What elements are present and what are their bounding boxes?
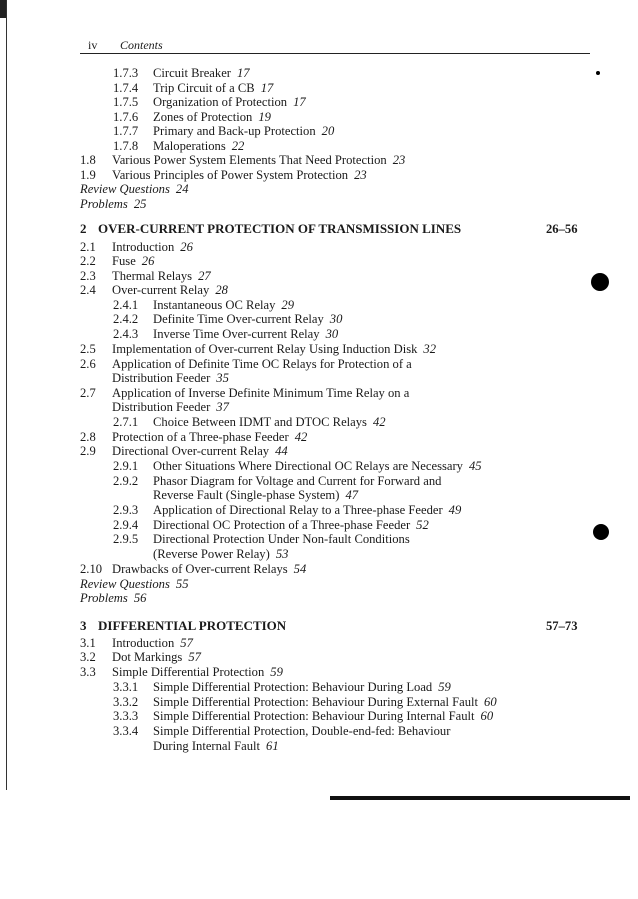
entry-number: 1.7.8 <box>113 139 139 153</box>
entry-title: Introduction <box>112 240 175 254</box>
page-ref: 59 <box>270 665 283 679</box>
entry-number: 2 <box>80 221 87 236</box>
page-ref: 27 <box>198 269 211 283</box>
page-ref: 23 <box>354 168 367 182</box>
page-ref: 20 <box>321 124 335 138</box>
entry-title: Other Situations Where Directional OC Relays are Necessary <box>153 459 463 473</box>
entry-number: 3.3.1 <box>113 680 139 694</box>
page-ref: 25 <box>133 197 147 211</box>
entry-title: Reverse Fault (Single-phase System) <box>153 488 340 502</box>
entry-number: 1.7.4 <box>113 81 139 95</box>
entry-title: Directional OC Protection of a Three-phase Feeder <box>153 518 411 532</box>
entry-title: Problems <box>80 197 128 211</box>
entry-title: Problems <box>80 591 128 605</box>
page-ref: 23 <box>392 153 406 167</box>
entry-number: 1.7.7 <box>113 124 139 138</box>
page-ref: 42 <box>294 430 308 444</box>
running-title: Contents <box>120 38 163 52</box>
entry-title: Definite Time Over-current Relay <box>153 312 324 326</box>
page-ref: 49 <box>448 503 462 517</box>
entry-title: Application of Directional Relay to a Three-phase Feeder <box>153 503 443 517</box>
entry-title: OVER-CURRENT PROTECTION OF TRANSMISSION LINES <box>98 221 462 236</box>
entry-number: 1.7.6 <box>113 110 139 124</box>
entry-title: Instantaneous OC Relay <box>153 298 276 312</box>
entry-title: DIFFERENTIAL PROTECTION <box>98 618 287 633</box>
entry-number: 3.3.2 <box>113 695 139 709</box>
page-ref: 60 <box>480 709 494 723</box>
page-ref: 32 <box>423 342 437 356</box>
page-ref: 57 <box>188 650 201 664</box>
entry-title: Inverse Time Over-current Relay <box>153 327 320 341</box>
entry-number: 2.2 <box>80 254 96 268</box>
page-ref: 17 <box>260 81 274 95</box>
page-ref: 45 <box>468 459 482 473</box>
entry-title: Simple Differential Protection: Behaviour During Load <box>153 680 433 694</box>
entry-title: During Internal Fault <box>153 739 261 753</box>
entry-title: Application of Definite Time OC Relays for Protection of a <box>112 357 412 371</box>
entry-number: 2.1 <box>80 240 96 254</box>
punch-hole <box>593 524 609 540</box>
punch-hole <box>591 273 609 291</box>
entry-number: 2.9 <box>80 444 96 458</box>
page-ref: 55 <box>175 577 189 591</box>
page-ref: 47 <box>345 488 359 502</box>
page-ref: 30 <box>325 327 339 341</box>
entry-number: 2.10 <box>80 562 103 576</box>
entry-title: Fuse <box>112 254 136 268</box>
entry-title: Directional Over-current Relay <box>112 444 270 458</box>
entry-title: Implementation of Over-current Relay Using Induction Disk <box>112 342 418 356</box>
entry-number: 2.6 <box>80 357 96 371</box>
entry-title: Review Questions <box>80 182 170 196</box>
speck-mark <box>596 71 600 75</box>
entry-number: 2.9.5 <box>113 532 139 546</box>
page-ref: 17 <box>293 95 306 109</box>
page-ref: 26 <box>180 240 193 254</box>
entry-number: 2.9.2 <box>113 474 139 488</box>
entry-title: Choice Between IDMT and DTOC Relays <box>153 415 367 429</box>
entry-title: Maloperations <box>153 139 226 153</box>
entry-number: 1.9 <box>80 168 96 182</box>
entry-number: 2.9.1 <box>113 459 139 473</box>
entry-title: Circuit Breaker <box>153 66 231 80</box>
page-ref: 26 <box>141 254 155 268</box>
entry-title: Various Power System Elements That Need Protection <box>112 153 387 167</box>
entry-number: 2.9.3 <box>113 503 139 517</box>
entry-title: Introduction <box>112 636 175 650</box>
entry-number: 2.9.4 <box>113 518 139 532</box>
entry-number: 2.7.1 <box>113 415 139 429</box>
entry-title: Protection of a Three-phase Feeder <box>112 430 289 444</box>
chapter-page-range: 57–73 <box>546 619 578 633</box>
entry-number: 2.4.1 <box>113 298 139 312</box>
entry-number: 2.5 <box>80 342 96 356</box>
entry-title: Dot Markings <box>112 650 183 664</box>
entry-number: 2.8 <box>80 430 96 444</box>
entry-title: Thermal Relays <box>112 269 193 283</box>
entry-title: Over-current Relay <box>112 283 210 297</box>
entry-title: Drawbacks of Over-current Relays <box>112 562 288 576</box>
entry-title: Primary and Back-up Protection <box>153 124 316 138</box>
chapter-page-range: 26–56 <box>546 222 578 236</box>
entry-number: 3.3.4 <box>113 724 139 738</box>
entry-number: 3 <box>80 618 87 633</box>
entry-title: Simple Differential Protection <box>112 665 265 679</box>
entry-number: 2.7 <box>80 386 96 400</box>
entry-title: Simple Differential Protection: Behaviour During Internal Fault <box>153 709 475 723</box>
entry-number: 2.4 <box>80 283 96 297</box>
page-ref: 35 <box>216 371 229 385</box>
page-ref: 56 <box>133 591 147 605</box>
entry-number: 3.1 <box>80 636 96 650</box>
entry-number: 1.7.5 <box>113 95 139 109</box>
page-ref: 17 <box>236 66 250 80</box>
page-ref: 22 <box>231 139 245 153</box>
page-number: iv <box>88 38 98 52</box>
page-ref: 42 <box>372 415 386 429</box>
page-ref: 29 <box>281 298 295 312</box>
page-ref: 53 <box>275 547 289 561</box>
page-ref: 37 <box>216 400 229 414</box>
entry-title: Distribution Feeder <box>112 400 211 414</box>
entry-title: Phasor Diagram for Voltage and Current for Forward and <box>153 474 442 488</box>
entry-title: Simple Differential Protection: Behaviour During External Fault <box>153 695 479 709</box>
entry-title: Directional Protection Under Non-fault Conditions <box>153 532 410 546</box>
page-ref: 59 <box>438 680 451 694</box>
page-ref: 52 <box>416 518 429 532</box>
entry-title: Application of Inverse Definite Minimum Time Relay on a <box>112 386 410 400</box>
page-ref: 19 <box>258 110 271 124</box>
page-ref: 30 <box>329 312 343 326</box>
entry-title: Various Principles of Power System Protection <box>112 168 349 182</box>
page-binding-edge <box>6 0 7 790</box>
entry-number: 3.2 <box>80 650 96 664</box>
page-ref: 57 <box>180 636 193 650</box>
page-ref: 54 <box>293 562 307 576</box>
entry-title: Organization of Protection <box>153 95 288 109</box>
entry-number: 1.8 <box>80 153 96 167</box>
entry-number: 2.3 <box>80 269 96 283</box>
entry-number: 2.4.2 <box>113 312 139 326</box>
header-rule <box>80 53 590 54</box>
page-ref: 61 <box>266 739 279 753</box>
entry-title: Review Questions <box>80 577 170 591</box>
entry-number: 1.7.3 <box>113 66 139 80</box>
entry-title: Trip Circuit of a CB <box>153 81 255 95</box>
page-ref: 28 <box>215 283 228 297</box>
page-ref: 60 <box>484 695 497 709</box>
bottom-rule <box>330 796 630 800</box>
entry-number: 2.4.3 <box>113 327 139 341</box>
entry-title: (Reverse Power Relay) <box>153 547 270 561</box>
entry-title: Simple Differential Protection, Double-end-fed: Behaviour <box>153 724 451 738</box>
page-ref: 44 <box>275 444 288 458</box>
entry-number: 3.3 <box>80 665 96 679</box>
entry-number: 3.3.3 <box>113 709 139 723</box>
entry-title: Distribution Feeder <box>112 371 211 385</box>
page-ref: 24 <box>175 182 189 196</box>
entry-title: Zones of Protection <box>153 110 253 124</box>
